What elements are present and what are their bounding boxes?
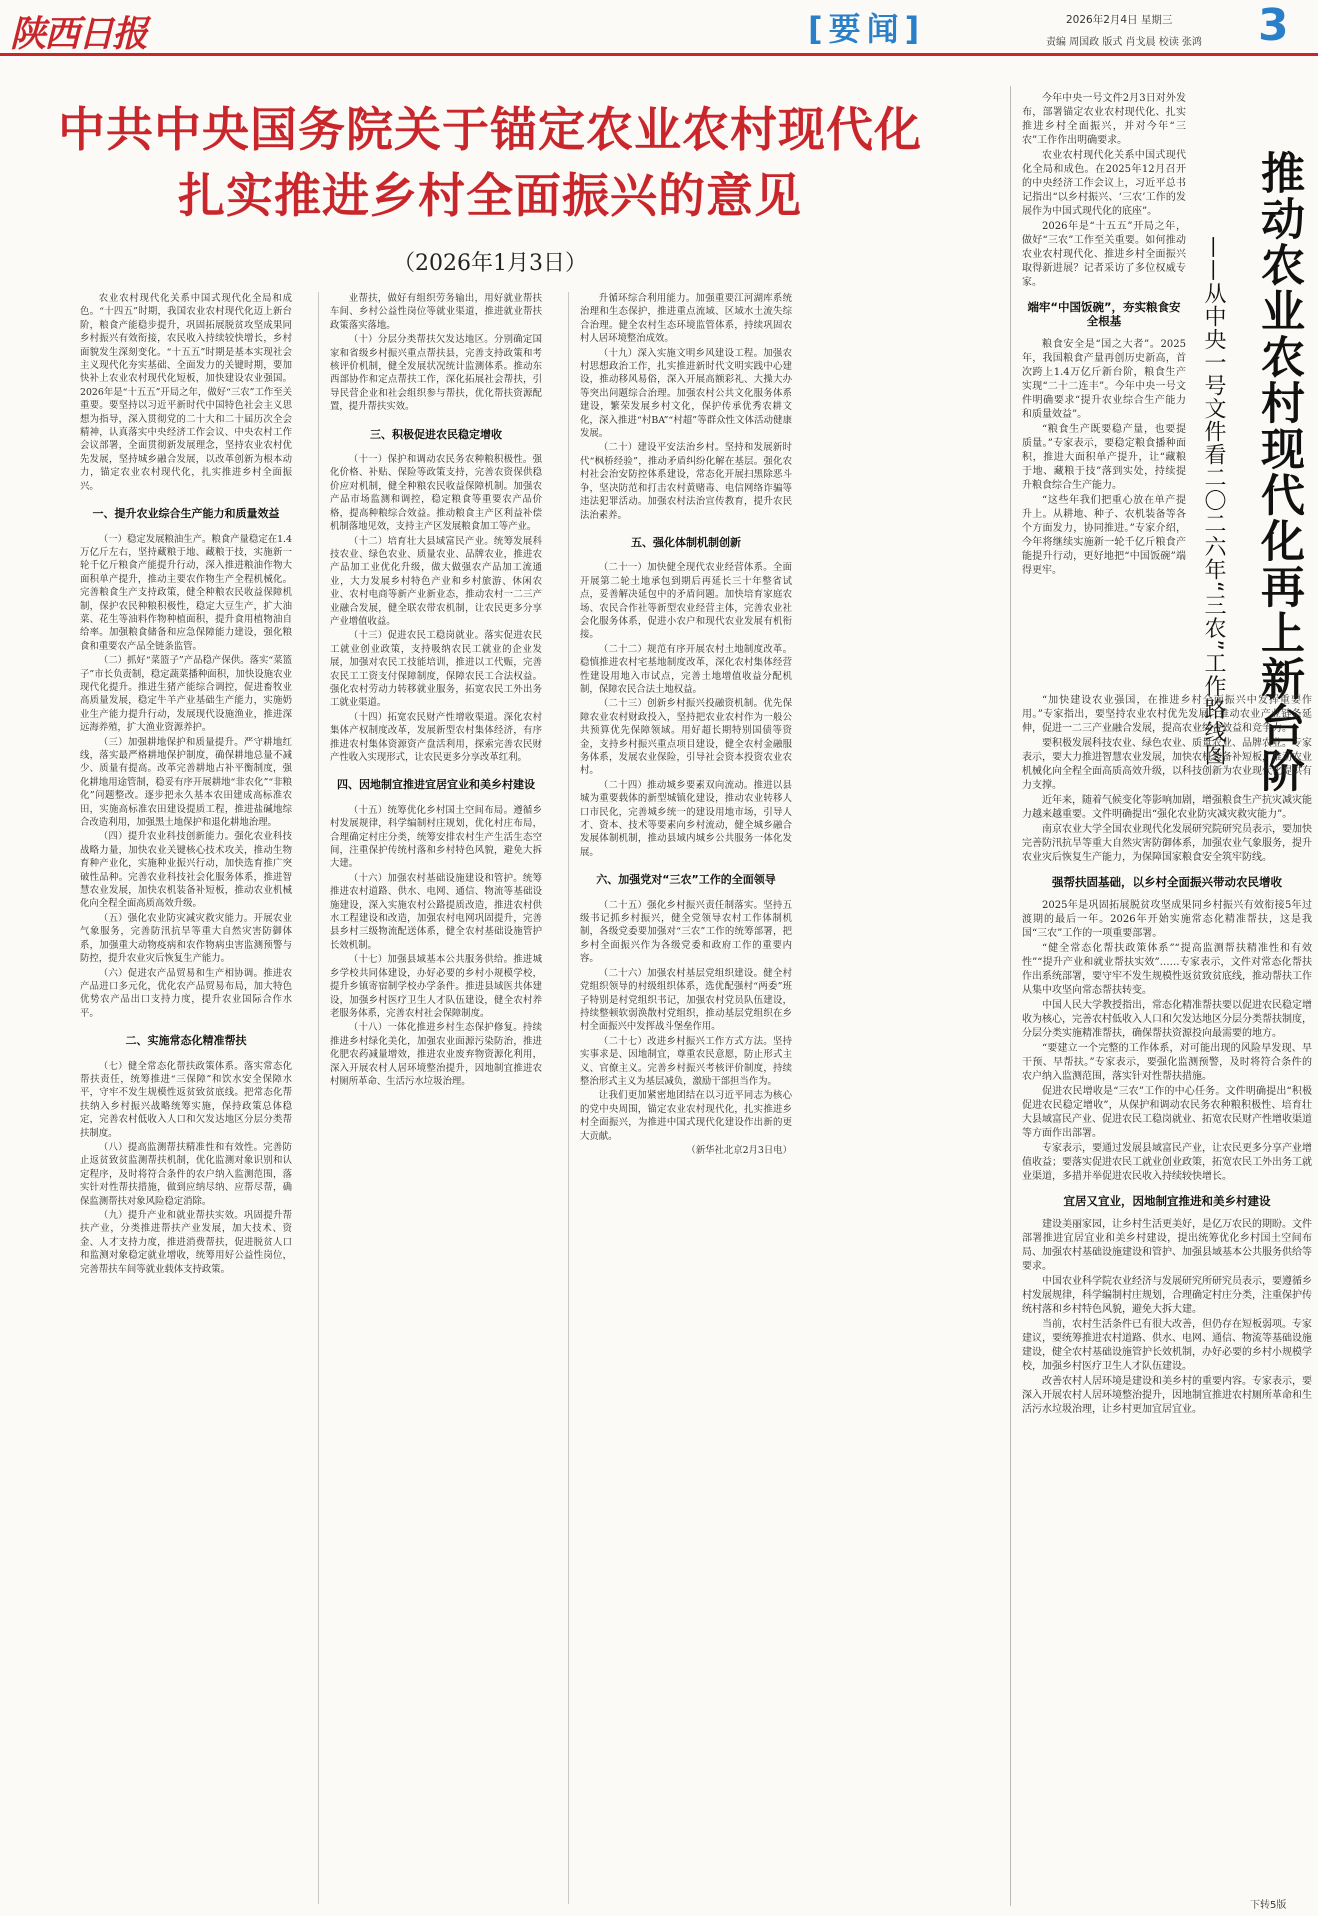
column-divider	[318, 292, 319, 1904]
paragraph: （二十三）创新乡村振兴投融资机制。优先保障农业农村财政投入，坚持把农业农村作为一般公共预算优先保障领域。用好超长期特别国债等资金，支持乡村振兴重点项目建设，健全农村金融服务体系，发展农业保险，引导社会资本投资农业农村。	[580, 698, 792, 777]
section-heading: 六、加强党对“三农”工作的全面领导	[596, 873, 776, 887]
paragraph: （二十一）加快健全现代农业经营体系。全面开展第二轮土地承包到期后再延长三十年整省试点，妥善解决延包中的矛盾问题。加快培育家庭农场、农民合作社等新型农业经营主体，完善农业社会化服务体系，促进小农户和现代农业发展有机衔接。	[580, 562, 792, 641]
paragraph: （二十五）强化乡村振兴责任制落实。坚持五级书记抓乡村振兴，健全党领导农村工作体制机制，各级党委要加强对“三农”工作的统筹部署，把乡村全面振兴作为各级党委和政府工作的重要内容。	[580, 899, 792, 965]
paragraph: 农业农村现代化关系中国式现代化全局和成色。“十四五”时期，我国农业农村现代化迈上新台阶，粮食产能稳步提升，巩固拓展脱贫攻坚成果同乡村振兴有效衔接，农民收入持续较快增长，乡村面貌发生深刻变化。“十五五”时期是基本实现社会主义现代化夯实基础、全面发力的关键时期，要加快补上农业农村现代化短板，加快建设农业强国。2026年是“十五五”开局之年，做好“三农”工作至关重要。要坚持以习近平新时代中国特色社会主义思想为指导，深入贯彻党的二十大和二十届历次全会精神，认真落实中央经济工作会议、中央农村工作会议部署，全面贯彻新发展理念，坚持农业农村优先发展，坚持城乡融合发展，以改革创新为根本动力，锚定农业农村现代化，扎实推进乡村全面振兴。	[80, 293, 292, 492]
masthead	[0, 0, 1318, 56]
paragraph: 2025年是巩固拓展脱贫攻坚成果同乡村振兴有效衔接5年过渡期的最后一年。2026年开始实施常态化精准帮扶，这是我国“三农”工作的一项重要部署。	[1022, 900, 1312, 939]
sidebar-subtitle: ——从中央一号文件看二〇二六年“三农”工作路线图	[1201, 236, 1226, 767]
paragraph: 中国人民大学教授指出，常态化精准帮扶要以促进农民稳定增收为核心，完善农村低收入人口和欠发达地区分层分类帮扶制度，分层分类实施精准帮扶，确保帮扶资源投向最需要的地方。	[1022, 1000, 1312, 1039]
paragraph: （七）健全常态化帮扶政策体系。落实常态化帮扶责任，统筹推进“三保障”和饮水安全保障水平，守牢不发生规模性返贫致贫底线。把常态化帮扶纳入乡村振兴战略统筹实施，保持政策总体稳定，完善农村低收入人口和欠发达地区分层分类帮扶制度。	[80, 1060, 292, 1139]
page-number: 3	[1258, 0, 1289, 51]
section-heading: 端牢“中国饭碗”，夯实粮食安全根基	[1027, 300, 1181, 328]
article-column-1	[80, 292, 292, 1904]
paragraph: （十九）深入实施文明乡风建设工程。加强农村思想政治工作，扎实推进新时代文明实践中心建设，推动移风易俗，深入开展高额彩礼、大操大办等突出问题综合治理。加强农村公共文化服务体系建设，繁荣发展乡村文化，保护传承优秀农耕文化，深入推进“村BA”“村超”等群众性文体活动健康发展。	[580, 347, 792, 440]
sidebar-divider	[1010, 86, 1011, 1906]
paragraph: 升循环综合利用能力。加强重要江河湖库系统治理和生态保护，推进重点流域、区域水土流失综合治理。健全农村生态环境监管体系，持续巩固农村人居环境整治成效。	[580, 293, 792, 345]
section-heading: 四、因地制宜推进宜居宜业和美乡村建设	[337, 778, 535, 792]
dateline: （新华社北京2月3日电）	[686, 1144, 792, 1156]
paragraph: （四）提升农业科技创新能力。强化农业科技战略力量，加快农业关键核心技术攻关，推动生物育种产业化，实施种业振兴行动，加快选育推广突破性品种。完善农业科技社会化服务体系，推进智慧农业发展，加快农机装备补短板，推动农业机械化向全程全面高质高效升级。	[80, 831, 292, 910]
paragraph: 2026年是“十五五”开局之年，做好“三农”工作至关重要。如何推动农业农村现代化、推进乡村全面振兴取得新进展？记者采访了多位权威专家。	[1022, 221, 1186, 288]
headline-line-1: 中共中央国务院关于锚定农业农村现代化	[58, 103, 922, 158]
paragraph: 促进农民增收是“三农”工作的中心任务。文件明确提出“积极促进农民稳定增收”，从保护和调动农民务农种粮积极性、培育壮大县域富民产业、促进农民工稳岗就业、拓宽农民财产性增收渠道等方面作出部署。	[1022, 1086, 1312, 1139]
paragraph: （二十六）加强农村基层党组织建设。健全村党组织领导的村级组织体系，选优配强村“两委”班子特别是村党组织书记，加强农村党员队伍建设，持续整顿软弱涣散村党组织，推动基层党组织在乡村全面振兴中发挥战斗堡垒作用。	[580, 967, 792, 1033]
paragraph: （十八）一体化推进乡村生态保护修复。持续推进乡村绿化美化，加强农业面源污染防治，推进化肥农药减量增效，推进农业废弃物资源化利用，深入开展农村人居环境整治提升，因地制宜推进农村厕所革命、生活污水垃圾治理。	[330, 1022, 542, 1087]
paragraph: （八）提高监测帮扶精准性和有效性。完善防止返贫致贫监测帮扶机制，优化监测对象识别和认定程序，及时将符合条件的农户纳入监测范围，落实针对性帮扶措施，做到应纳尽纳、应帮尽帮，确保监测帮扶对象风险稳定消除。	[80, 1141, 292, 1207]
paragraph: （九）提升产业和就业帮扶实效。巩固提升帮扶产业，分类推进帮扶产业发展，加大技术、资金、人才支持力度，推进消费帮扶，促进脱贫人口和监测对象稳定就业增收，统筹用好公益性岗位，完善帮扶车间等就业载体支持政策。	[80, 1210, 292, 1275]
paragraph: （二十四）推动城乡要素双向流动。推进以县城为重要载体的新型城镇化建设，推动农业转移人口市民化，完善城乡统一的建设用地市场，引导人才、资本、技术等要素向乡村流动，健全城乡融合发展体制机制，推动县域内城乡公共服务一体化发展。	[580, 779, 792, 858]
paragraph: （三）加强耕地保护和质量提升。严守耕地红线，落实最严格耕地保护制度，确保耕地总量不减少、质量有提高。改革完善耕地占补平衡制度，强化耕地用途管制，稳妥有序开展耕地“非农化”“非粮化”问题整改。逐步把永久基本农田建成高标准农田，实施高标准农田建设提质工程，推进盐碱地综合改造利用，加强黑土地保护和退化耕地治理。	[80, 736, 292, 829]
section-heading: 三、积极促进农民稳定增收	[370, 427, 502, 441]
section-heading: 二、实施常态化精准帮扶	[125, 1034, 247, 1048]
paragraph: 今年中央一号文件2月3日对外发布，部署锚定农业农村现代化、扎实推进乡村全面振兴，并对今年“三农”工作作出明确要求。	[1022, 93, 1186, 146]
paragraph: 专家表示，要通过发展县域富民产业，让农民更多分享产业增值收益；要落实促进农民工就业创业政策，拓宽农民工外出务工就业渠道，多措并举促进农民收入持续较快增长。	[1022, 1143, 1312, 1182]
paragraph: 近年来，随着气候变化等影响加剧，增强粮食生产抗灾减灾能力越来越重要。文件明确提出“强化农业防灾减灾救灾能力”。	[1022, 795, 1312, 820]
paragraph: 当前，农村生活条件已有很大改善，但仍存在短板弱项。专家建议，要统筹推进农村道路、供水、电网、通信、物流等基础设施建设，健全农村基础设施管护长效机制，办好必要的乡村小规模学校，加强乡村医疗卫生人才队伍建设。	[1022, 1319, 1312, 1372]
paragraph: “健全常态化帮扶政策体系”“提高监测帮扶精准性和有效性”“提升产业和就业帮扶实效”……专家表示，文件对常态化帮扶作出系统部署，要守牢不发生规模性返贫致贫底线，推动帮扶工作从集中攻坚向常态帮扶转变。	[1022, 943, 1312, 996]
paragraph: （十七）加强县域基本公共服务供给。推进城乡学校共同体建设，办好必要的乡村小规模学校，提升乡镇寄宿制学校办学条件。推进县域医共体建设，加强乡村医疗卫生人才队伍建设，健全农村养老服务体系，完善农村社会保障制度。	[330, 954, 542, 1019]
article-column-3	[580, 292, 792, 1904]
paragraph: 改善农村人居环境是建设和美乡村的重要内容。专家表示，要深入开展农村人居环境整治提升，因地制宜推进农村厕所革命和生活污水垃圾治理，让乡村更加宜居宜业。	[1022, 1376, 1312, 1415]
section-heading: 一、提升农业综合生产能力和质量效益	[92, 507, 280, 521]
paragraph: （二十二）规范有序开展农村土地制度改革。稳慎推进农村宅基地制度改革，深化农村集体经营性建设用地入市试点，完善土地增值收益分配机制，保障农民合法土地权益。	[580, 643, 792, 695]
sidebar-intro	[1022, 92, 1186, 682]
paragraph: （十六）加强农村基础设施建设和管护。统筹推进农村道路、供水、电网、通信、物流等基础设施建设，深入实施农村公路提质改造，推进农村供水工程建设和改造，加强农村电网巩固提升，完善县乡村三级物流配送体系，健全农村基础设施管护长效机制。	[330, 872, 542, 951]
sidebar-title: 推动农业农村现代化再上新台阶	[1253, 150, 1304, 794]
paragraph: （二）抓好“菜篮子”产品稳产保供。落实“菜篮子”市长负责制，稳定蔬菜播种面积，加快设施农业现代化提升。推进生猪产能综合调控，促进畜牧业高质量发展，稳定牛羊产业基础生产能力，实施奶业生产能力提升行动，发展现代设施渔业，推进深远海养殖，扩大渔业资源养护。	[80, 655, 292, 734]
paragraph: （十五）统筹优化乡村国土空间布局。遵循乡村发展规律，科学编制村庄规划，优化村庄布局，合理确定村庄分类，统筹安排农村生产生活生态空间，注重保护传统村落和乡村特色风貌，避免大拆大建。	[330, 804, 542, 870]
paragraph: （二十）建设平安法治乡村。坚持和发展新时代“枫桥经验”，推动矛盾纠纷化解在基层。强化农村社会治安防控体系建设，常态化开展扫黑除恶斗争，坚决防范和打击农村黄赌毒、电信网络诈骗等违法犯罪活动。加强农村法治宣传教育，提升农民法治素养。	[580, 442, 792, 521]
paragraph: 粮食安全是“国之大者”。2025年，我国粮食产量再创历史新高，首次跨上1.4万亿斤新台阶，粮食生产实现“二十二连丰”。今年中央一号文件明确要求“提升农业综合生产能力和质量效益”。	[1022, 339, 1186, 420]
paragraph: 让我们更加紧密地团结在以习近平同志为核心的党中央周围，锚定农业农村现代化，扎实推进乡村全面振兴，为推进中国式现代化建设作出新的更大贡献。	[580, 1090, 792, 1142]
article-column-2	[330, 292, 542, 1904]
paragraph: （十二）培育壮大县域富民产业。统筹发展科技农业、绿色农业、质量农业、品牌农业，推进农产品加工业优化升级，做大做强农产品加工流通业，大力发展乡村特色产业和乡村旅游、休闲农业、农村电商等新产业新业态，推动农村一二三产业融合发展，健全联农带农机制，让农民更多分享产业增值收益。	[330, 535, 542, 627]
paragraph: 中国农业科学院农业经济与发展研究所研究员表示，要遵循乡村发展规律，科学编制村庄规划，合理确定村庄分类，注重保护传统村落和乡村特色风貌，避免大拆大建。	[1022, 1276, 1312, 1315]
paragraph: （二十七）改进乡村振兴工作方式方法。坚持实事求是、因地制宜，尊重农民意愿，防止形式主义、官僚主义。完善乡村振兴考核评价制度，持续整治形式主义为基层减负，激励干部担当作为。	[580, 1035, 792, 1087]
paragraph: 农业农村现代化关系中国式现代化全局和成色。在2025年12月召开的中央经济工作会议上，习近平总书记指出“以乡村振兴、‘三农’工作的发展作为中国式现代化的底座”。	[1022, 150, 1186, 217]
issue-date: 2026年2月4日 星期三	[1066, 14, 1173, 26]
headline-line-2: 扎实推进乡村全面振兴的意见	[178, 169, 802, 224]
paragraph: “这些年我们把重心放在单产提升上。从耕地、种子、农机装备等各个方面发力，协同推进。”专家介绍，今年将继续实施新一轮千亿斤粮食产能提升行动，更好地把“中国饭碗”端得更牢。	[1022, 495, 1186, 576]
section-heading: 五、强化体制机制创新	[631, 535, 741, 549]
paragraph: （五）强化农业防灾减灾救灾能力。开展农业气象服务，完善防汛抗旱等重大自然灾害防御体系，加强重大动物疫病和农作物病虫害监测预警与防控，提升农业灾后恢复生产能力。	[80, 912, 292, 965]
newspaper-logo: 陕西日报	[10, 13, 147, 55]
paragraph: （十三）促进农民工稳岗就业。落实促进农民工就业创业政策，支持吸纳农民工就业的企业发展，加强对农民工技能培训，推进以工代赈，完善农民工工资支付保障制度，保障农民工合法权益。强化农村劳动力转移就业服务，拓宽农民工外出务工就业渠道。	[330, 630, 542, 709]
paragraph: “粮食生产既要稳产量，也要提质量。”专家表示，要稳定粮食播种面积，推进大面积单产提升，让“藏粮于地、藏粮于技”落到实处，持续提升粮食综合生产能力。	[1022, 424, 1186, 491]
article-headline	[0, 98, 980, 230]
paragraph: （一）稳定发展粮油生产。粮食产量稳定在1.4万亿斤左右，坚持藏粮于地、藏粮于技，实施新一轮千亿斤粮食产能提升行动，深入推进粮油作物大面积单产提升，推动主要农作物生产全程机械化。完善粮食生产支持政策，健全种粮农民收益保障机制，保护农民种粮积极性，稳定大豆生产，扩大油菜、花生等油料作物种植面积，提升食用植物油自给率。加强粮食储备和应急保障能力建设，强化粮食和重要农产品全链条监管。	[80, 533, 292, 652]
paragraph: 南京农业大学全国农业现代化发展研究院研究员表示，要加快完善防汛抗旱等重大自然灾害防御体系，加强农业气象服务，提升农业灾后恢复生产能力，为保障国家粮食安全筑牢防线。	[1022, 824, 1312, 863]
section-tag: [要闻]	[808, 10, 926, 48]
paragraph: “加快建设农业强国，在推进乡村全面振兴中发挥重要作用。”专家指出，要坚持农业农村优先发展，推动农业产业链条延伸，促进一二三产业融合发展，提高农业综合效益和竞争力。	[1022, 695, 1312, 734]
column-divider	[568, 292, 569, 1904]
article-date: （2026年1月3日）	[393, 251, 587, 276]
paragraph: （十四）拓宽农民财产性增收渠道。深化农村集体产权制度改革，发展新型农村集体经济，有序推进农村集体资源资产盘活利用，探索完善农民财产性收入实现形式，让农民更多分享改革红利。	[330, 711, 542, 763]
paragraph: （十一）保护和调动农民务农种粮积极性。强化价格、补贴、保险等政策支持，完善农资保供稳价应对机制，健全种粮农民收益保障机制。加强农产品市场监测和调控，稳定粮食等重要农产品价格，提高种粮综合效益。推动粮食主产区利益补偿机制落地见效，支持主产区发展粮食加工等产业。	[330, 454, 542, 533]
paragraph: 建设美丽家园，让乡村生活更美好，是亿万农民的期盼。文件部署推进宜居宜业和美乡村建设，提出统筹优化乡村国土空间布局、加强农村基础设施建设和管护、加强县域基本公共服务供给等要求。	[1022, 1219, 1312, 1272]
paragraph: “要建立一个完整的工作体系，对可能出现的风险早发现、早干预、早帮扶。”专家表示，要强化监测预警，及时将符合条件的农户纳入监测范围，落实针对性帮扶措施。	[1022, 1043, 1312, 1082]
continued-note: 下转5版	[1250, 1900, 1287, 1911]
sidebar-body	[1022, 694, 1312, 1900]
paragraph: （六）促进农产品贸易和生产相协调。推进农产品进口多元化，优化农产品贸易布局，加大特色优势农产品出口支持力度，提升农业国际合作水平。	[80, 967, 292, 1019]
paragraph: 要积极发展科技农业、绿色农业、质量农业、品牌农业。专家表示，要大力推进智慧农业发展，加快农机装备补短板，推动农业机械化向全程全面高质高效升级，以科技创新为农业现代化提供有力支撑。	[1022, 738, 1312, 791]
paragraph: （十）分层分类帮扶欠发达地区。分别确定国家和省级乡村振兴重点帮扶县，完善支持政策和考核评价机制，健全发展状况统计监测体系。推动东西部协作和定点帮扶工作，深化拓展社会帮扶，引导民营企业和社会组织参与帮扶，优化帮扶资源配置，提升帮扶实效。	[330, 334, 542, 413]
paragraph: 业帮扶，做好有组织劳务输出，用好就业帮扶车间、乡村公益性岗位等就业渠道，推进就业帮扶政策落实落地。	[330, 293, 542, 331]
section-heading: 宜居又宜业，因地制宜推进和美乡村建设	[1063, 1194, 1271, 1208]
section-heading: 强帮扶固基础，以乡村全面振兴带动农民增收	[1052, 875, 1282, 889]
editors-line: 责编 周国政 版式 肖戈晨 校读 张鸿	[1046, 37, 1202, 48]
